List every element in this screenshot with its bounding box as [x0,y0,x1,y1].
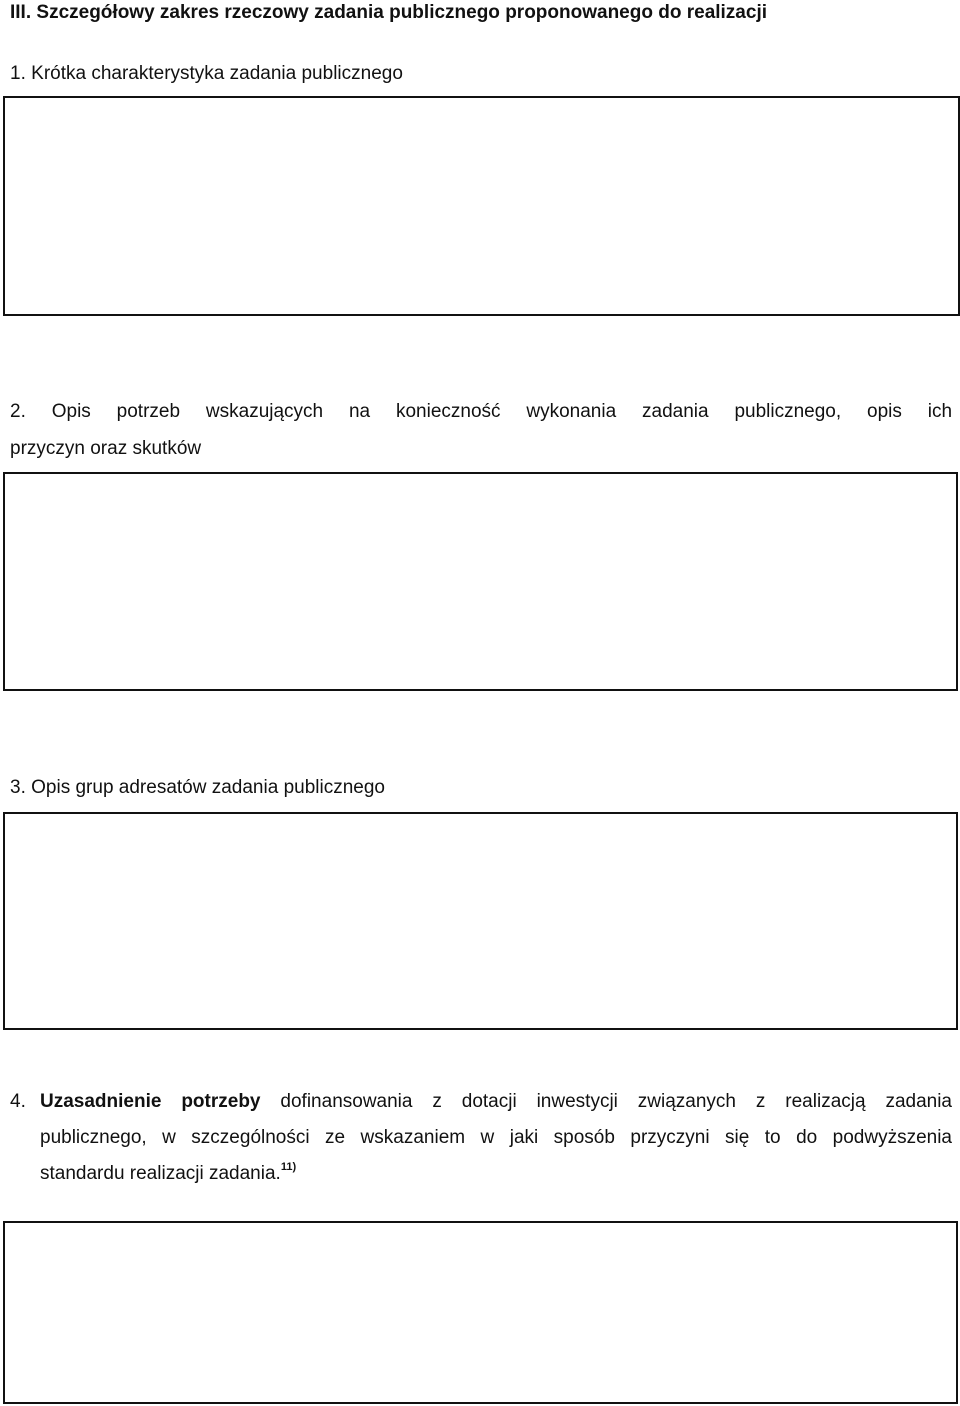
section-4-title-line1 [40,1091,952,1113]
section-heading: III. Szczegółowy zakres rzeczowy zadania publicznego proponowanego do realizacji [10,2,768,23]
section-2-label-line2: przyczyn oraz skutków [10,438,202,459]
section-4-label-bold: Uzasadnienie potrzeby [40,1091,261,1112]
section-4-textbox[interactable] [3,1221,958,1404]
section-4-number: 4. [10,1091,26,1112]
section-4-title-line3 [40,1163,296,1185]
section-3-textbox[interactable] [3,812,958,1030]
section-4-title-line2: publicznego, w szczególności ze wskazaniem w jaki sposób przyczyni się to do podwyższenia [40,1127,952,1148]
section-2-label-line1: Opis potrzeb wskazujących na konieczność wykonania zadania publicznego, opis ich [51,401,953,422]
section-2-title-line1 [10,401,952,423]
section-2-number: 2. [10,401,26,422]
section-4-label-line3: standardu realizacji zadania. [40,1163,281,1184]
footnote-ref: 11) [280,1161,297,1173]
section-1-textbox[interactable] [3,96,960,316]
section-1-label: Krótka charakterystyka zadania publicznego [31,63,403,84]
section-3-title [10,777,385,799]
section-1-title [10,63,403,85]
section-4-label-rest: dofinansowania z dotacji inwestycji związanych z realizacją zadania [280,1091,952,1112]
section-3-label: Opis grup adresatów zadania publicznego [31,777,385,798]
section-2-textbox[interactable] [3,472,958,691]
section-1-number: 1. [10,63,26,84]
section-3-number: 3. [10,777,26,798]
